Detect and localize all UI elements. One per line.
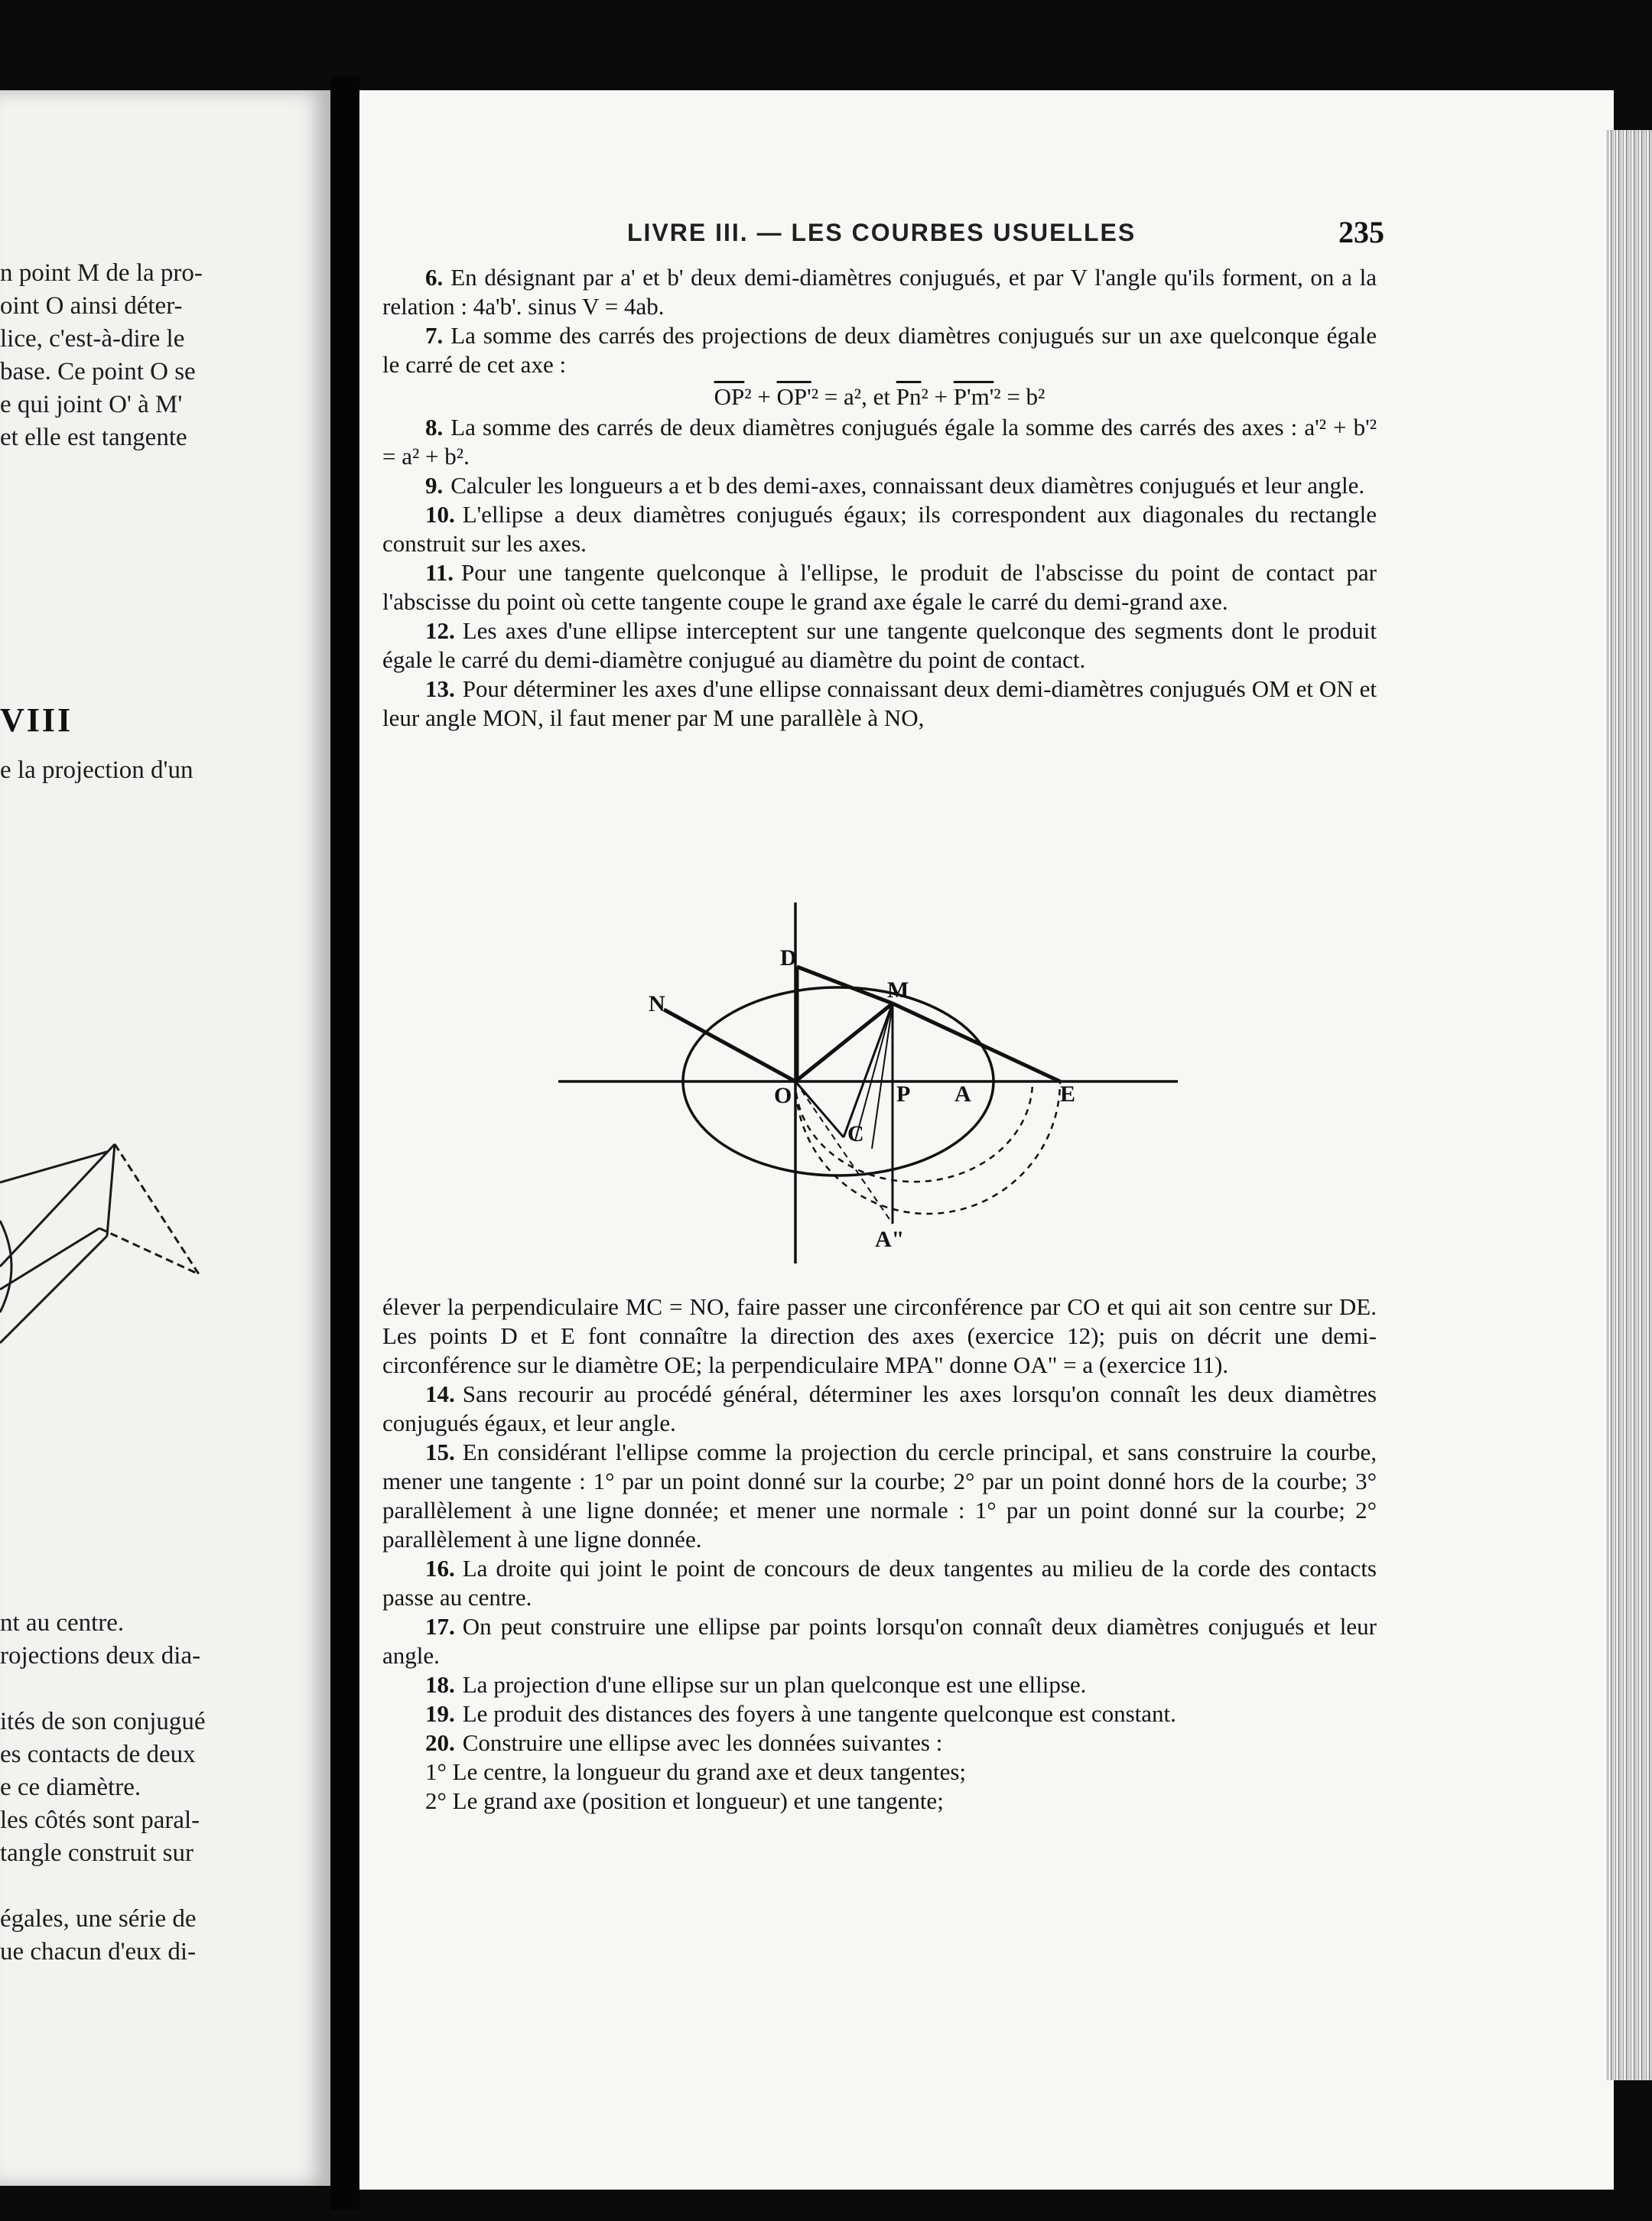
left-page-text-mid (0, 754, 329, 787)
left-line: nt au centre. (0, 1609, 125, 1637)
exercise-text: La droite qui joint le point de concours de deux tangentes au milieu de la corde des contacts passe au centre. (382, 1555, 1377, 1611)
exercise-12 (382, 616, 1377, 675)
left-line: ités de son conjugué (0, 1708, 206, 1735)
exercise-7 (382, 321, 1377, 379)
left-line (0, 1870, 329, 1903)
formula-part: OP' (776, 383, 811, 410)
exercise-17 (382, 1612, 1377, 1670)
exercise-number: 6. (425, 264, 444, 291)
line-dm (797, 967, 893, 1003)
left-chapter-heading: VIII (0, 701, 73, 739)
formula-part: $\overline{Pn}$ (896, 383, 922, 410)
left-line: égales, une série de (0, 1905, 197, 1933)
exercise-6 (382, 263, 1377, 321)
exercise-11 (382, 558, 1377, 616)
formula-part: ² = b² (993, 383, 1046, 410)
formula-part: P'm' (953, 383, 994, 410)
label-o: O (774, 1083, 792, 1108)
exercise-20-sub-1: 1° Le centre, la longueur du grand axe et deux tangentes; (425, 1758, 967, 1785)
label-n: N (649, 991, 665, 1016)
exercise-number: 15. (425, 1439, 455, 1465)
label-d: D (780, 945, 797, 971)
line-thin-1 (872, 1003, 893, 1149)
exercise-number: 13. (425, 675, 455, 702)
exercise-16 (382, 1554, 1377, 1612)
label-p: P (896, 1081, 911, 1107)
exercise-number: 18. (425, 1671, 455, 1698)
exercise-number: 20. (425, 1729, 455, 1756)
tangent-me (893, 1003, 1060, 1081)
exercises-bottom (382, 1293, 1377, 1816)
left-page (0, 90, 330, 2186)
line-thin-2 (855, 1003, 893, 1141)
exercise-text: Calculer les longueurs a et b des demi-axes, connaissant deux diamètres conjugués et leur angle. (450, 472, 1365, 499)
formula-part: ² = a², et (811, 383, 896, 410)
formula-part: ² + (744, 383, 777, 410)
exercise-text: En désignant par a' et b' deux demi-diamètres conjugués, et par V l'angle qu'ils forment, on a la relation : 4a'b'. sinus V = 4ab. (382, 264, 1377, 320)
ellipse-figure (551, 896, 1185, 1271)
label-c: C (847, 1121, 864, 1146)
exercise-text: La somme des carrés des projections de deux diamètres conjugués sur un axe quelconque égale le carré de cet axe : (382, 322, 1377, 378)
left-line: et elle est tangente (0, 424, 187, 451)
formula-part: $\overline{OP}$ (714, 383, 745, 410)
left-line: base. Ce point O se (0, 358, 196, 385)
exercise-number: 19. (425, 1700, 455, 1727)
exercise-text: L'ellipse a deux diamètres conjugués égaux; ils correspondent aux diagonales du rectangle construit sur les axes. (382, 501, 1377, 557)
page-number: 235 (1338, 215, 1384, 249)
left-line (0, 1673, 329, 1706)
left-line: e ce diamètre. (0, 1774, 141, 1801)
exercise-text: Pour déterminer les axes d'une ellipse connaissant deux demi-diamètres conjugués OM et ON et leur angle MON, il faut mener par M une parallèle à NO, (382, 675, 1377, 731)
left-line: n point M de la pro- (0, 259, 203, 287)
exercise-number: 16. (425, 1555, 455, 1582)
exercise-number: 10. (425, 501, 455, 528)
left-line: ue chacun d'eux di- (0, 1938, 197, 1966)
exercise-number: 12. (425, 617, 455, 644)
label-e: E (1060, 1081, 1076, 1107)
exercise-20-sub-2: 2° Le grand axe (position et longueur) et une tangente; (425, 1787, 944, 1814)
circle-co (795, 1081, 1032, 1182)
left-line: rojections deux dia- (0, 1642, 201, 1670)
left-page-text-top (0, 257, 329, 454)
left-page-text-bottom (0, 1607, 329, 1969)
exercise-text: La somme des carrés de deux diamètres conjugués égale la somme des carrés des axes : a'² + b'² = a² + b². (382, 414, 1377, 470)
exercise-18 (382, 1670, 1377, 1699)
exercise-text: En considérant l'ellipse comme la projection du cercle principal, et sans construire la courbe, mener une tangente : 1° par un point donné sur la courbe; 2° par un point donné hors de la courbe; 3° parallèlement à une ligne donnée; et mener une normale : 1° par un point donné sur la courbe; 2° parallèlement à une ligne donnée. (382, 1439, 1377, 1553)
book-gutter (330, 76, 359, 2210)
page-edges (1606, 130, 1652, 2080)
exercise-text: Sans recourir au procédé général, déterminer les axes lorsqu'on connaît les deux diamètres conjugués égaux, et leur angle. (382, 1380, 1377, 1436)
exercise-text: Construire une ellipse avec les données suivantes : (462, 1729, 943, 1756)
exercise-number: 7. (425, 322, 444, 349)
left-line: tangle construit sur (0, 1839, 193, 1867)
left-line: e qui joint O' à M' (0, 391, 183, 418)
line-oc (795, 1081, 844, 1137)
exercise-8 (382, 413, 1377, 471)
exercise-13 (382, 675, 1377, 733)
exercise-text: La projection d'une ellipse sur un plan quelconque est une ellipse. (462, 1671, 1087, 1698)
running-head: LIVRE III. — LES COURBES USUELLES (627, 219, 1137, 246)
left-figure-diagram (0, 1114, 329, 1366)
exercise-10 (382, 500, 1377, 558)
exercise-number: 9. (425, 472, 444, 499)
formula-projections (382, 382, 1377, 411)
formula-part: ² + (921, 383, 954, 410)
exercise-number: 11. (425, 559, 454, 586)
exercise-13-continuation: élever la perpendiculaire MC = NO, faire passer une circonférence par CO et qui ait son centre sur DE. Les points D et E font connaître la direction des axes (exercice 12); puis on décrit une demi-circonférence sur le diamètre OE; la perpendiculaire MPA" donne OA" = a (exercice 11). (382, 1293, 1377, 1378)
exercise-19 (382, 1699, 1377, 1728)
exercise-text: Pour une tangente quelconque à l'ellipse, le produit de l'abscisse du point de contact par l'abscisse du point où cette tangente coupe le grand axe égale le carré du demi-grand axe. (382, 559, 1377, 615)
label-a-double-prime: A" (875, 1227, 905, 1252)
exercise-text: On peut construire une ellipse par points lorsqu'on connaît deux diamètres conjugués et leur angle. (382, 1613, 1377, 1669)
exercise-9 (382, 471, 1377, 500)
exercises-top (382, 263, 1377, 733)
label-m: M (887, 977, 909, 1003)
label-a: A (954, 1081, 971, 1107)
exercise-number: 14. (425, 1380, 455, 1407)
exercise-text: Les axes d'une ellipse interceptent sur une tangente quelconque des segments dont le produit égale le carré du demi-diamètre conjugué au diamètre du point de contact. (382, 617, 1377, 673)
left-line: es contacts de deux (0, 1741, 196, 1768)
left-line: les côtés sont paral- (0, 1806, 200, 1834)
exercise-text: Le produit des distances des foyers à une tangente quelconque est constant. (462, 1700, 1176, 1727)
exercise-15 (382, 1438, 1377, 1554)
semicircle-oe (795, 1081, 1060, 1214)
left-line: lice, c'est-à-dire le (0, 325, 185, 353)
exercise-20 (382, 1728, 1377, 1758)
left-line: oint O ainsi déter- (0, 292, 183, 320)
exercise-14 (382, 1380, 1377, 1438)
exercise-number: 17. (425, 1613, 455, 1640)
left-line: e la projection d'un (0, 756, 193, 784)
page-header (627, 215, 1384, 257)
exercise-number: 8. (425, 414, 444, 441)
